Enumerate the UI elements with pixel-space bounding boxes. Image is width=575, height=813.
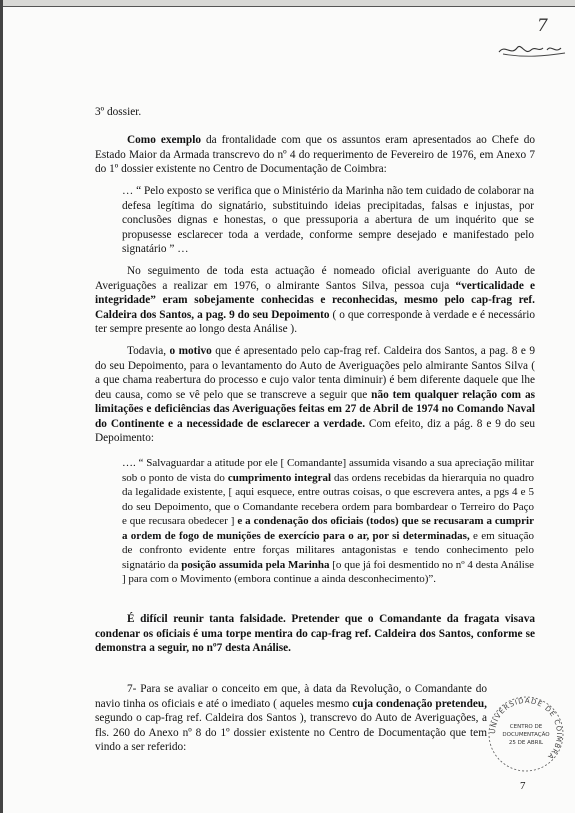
quote-2	[122, 456, 534, 587]
scan-left-edge	[0, 0, 3, 813]
paragraph-5	[95, 682, 487, 755]
quote-2-bold-a: cumprimento integral	[227, 471, 332, 484]
quote-2-bold-b: e a condenação dos oficiais (todos) que se recusaram a cumprir a ordem de fogo de munições de exercício para o ar, por si determinadas,	[122, 515, 534, 542]
stamp-outer-text: UNIVERSIDADE DE COIMBRA	[488, 696, 564, 762]
stamp-seal-icon	[486, 694, 566, 774]
stamp-line-1: CENTRO DE	[509, 724, 543, 730]
dossier-heading: 3º dossier.	[95, 106, 142, 118]
stamp-line-3: 25 DE ABRIL	[508, 740, 544, 746]
quote-2-text-a: …. “ Salvaguardar a atitude por ele [ Comandante] assumida visando a sua apreciação militar sob o ponto de vista do	[122, 457, 534, 484]
paragraph-3-bold-b: não tem qualquer relação com as limitações e deficiências das Averiguações feitas em 27 de Abril de 1974 no Comando Naval do Continente e a necessidade de esclarecer a verdade.	[95, 388, 535, 430]
paragraph-1	[95, 133, 535, 177]
handwritten-page-number: 7	[537, 16, 548, 36]
scan-top-line	[0, 6, 575, 7]
paragraph-2-text-a: No seguimento de toda esta actuação é nomeado oficial averiguante do Auto de Averiguações a realizar em 1976, o almirante Santos Silva, pessoa cuja	[95, 265, 535, 292]
paragraph-2-text-b: ( o que corresponde à verdade e é necessário ter sempre presente ao longo desta Análise ).	[95, 308, 536, 335]
paragraph-3	[95, 344, 535, 446]
archive-stamp	[486, 694, 566, 779]
paragraph-3-bold-a: o motivo	[169, 345, 212, 357]
paragraph-5-text-b: segundo o cap-frag ref. Caldeira dos Santos ), transcrevo do Auto de Averiguações, a fls. 260 do Anexo nº 8 do 1º dossier existente no Centro de Documentação que tem vindo a ser referido:	[95, 712, 487, 753]
paragraph-1-bold: Como exemplo	[127, 134, 202, 146]
stamp-line-2: DOCUMENTAÇÃO	[502, 732, 550, 738]
quote-2-text-b: das ordens recebidas da hierarquia no quadro da legalidade existente, [ aqui esquece, entre outras coisas, o que escrevera antes, a pgs 4 e 5 do seu Depoimento, que o Comandante recebera ordem para bombardear o Terreiro do Paço e que recusara obedecer ]	[122, 471, 534, 527]
handwritten-signature-icon	[495, 26, 570, 66]
paragraph-5-bold: cuja condenação pretendeu,	[352, 697, 487, 710]
paragraph-2-bold: “verticalidade e integridade” eram sobejamente conhecidas e reconhecidas, mesmo pelo cap-frag ref. Caldeira dos Santos, a pag. 9 do seu Depoimento	[95, 279, 535, 321]
paragraph-3-text-c: Com efeito, diz a pág. 8 e 9 do seu Depoimento:	[95, 417, 535, 444]
quote-2-bold-c: posição assumida pela Marinha	[181, 558, 330, 571]
paragraph-2	[95, 264, 535, 337]
paragraph-4: É difícil reunir tanta falsidade. Pretender que o Comandante da fragata visava condenar os oficiais é uma torpe mentira do cap-frag ref. Caldeira dos Santos, conforme se demonstra a seguir, no nº7 desta Análise.	[95, 613, 535, 654]
quote-2-text-c: e em situação de confronto evidente entre forças militares antagonistas e tendo conhecimento pelo signatário da	[122, 529, 534, 571]
quote-1: … “ Pelo exposto se verifica que o Ministério da Marinha não tem cuidado de colaborar na defesa legítima do signatário, substituindo ideias precipitadas, falsas e injustas, por conclusões dignas e honestas, o que pressuporia a abertura de um inquérito que se propusesse esclarecer toda a verdade, conforme sempre desejado e manifestado pelo signatário ” …	[122, 185, 534, 255]
paragraph-5-text-a: 7- Para se avaliar o conceito em que, à data da Revolução, o Comandante do navio tinha os oficiais e até o imediato ( aqueles mesmo	[95, 683, 487, 710]
paragraph-3-text-b: que é apresentado pelo cap-frag ref. Caldeira dos Santos, a pag. 8 e 9 do seu Depoimento, para o levantamento do Auto de Averiguações pelo almirante Santos Silva ( a que chama reabertura do processo e cujo valor tenta diminuir) é bem diferente daquele que lhe deu causa, como se vê pelo que se transcreve a seguir que	[95, 345, 535, 401]
paragraph-1-text: da frontalidade com que os assuntos eram apresentados ao Chefe do Estado Maior da Armada transcrevo do nº 4 do requerimento de Fevereiro de 1976, em Anexo 7 do 1º dossier existente no Centro de Documentação de Coimbra:	[95, 134, 535, 175]
paragraph-3-text-a: Todavia,	[127, 345, 170, 357]
page-number: 7	[520, 780, 526, 792]
quote-2-text-d: [o que já foi desmentido no nº 4 desta Análise ] para com o Movimento (embora continue a ainda desconhecimento)”.	[122, 558, 534, 585]
